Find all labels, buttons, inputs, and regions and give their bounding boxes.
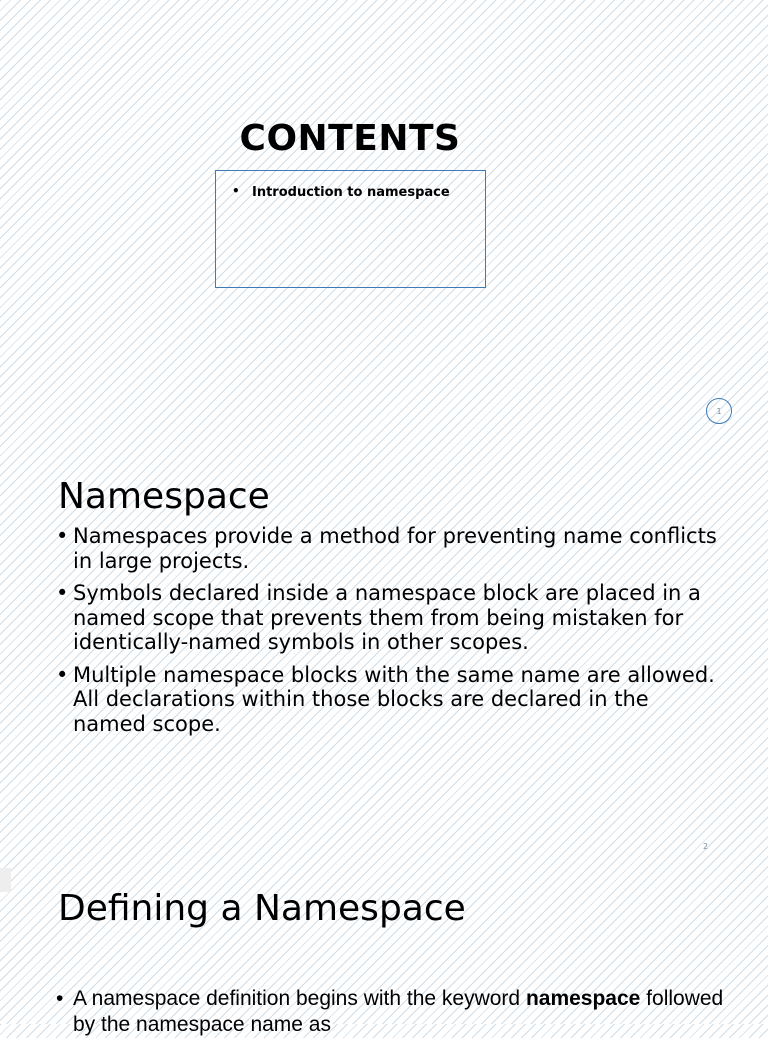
contents-list bbox=[216, 171, 485, 200]
bullet-text: Symbols declared inside a namespace block are placed in a named scope that prevents them from being mistaken for identically-named symbols in other scopes. bbox=[73, 581, 701, 654]
slide-title: Defining a Namespace bbox=[58, 888, 466, 929]
slide-title: Namespace bbox=[58, 476, 270, 517]
page-number: 2 bbox=[703, 842, 709, 851]
bullet-list bbox=[56, 986, 726, 1038]
bullet-icon: • bbox=[56, 524, 69, 548]
slide-contents bbox=[0, 0, 768, 432]
slide-namespace bbox=[0, 432, 768, 864]
bullet-text: Namespaces provide a method for preventing name conflicts in large projects. bbox=[73, 524, 717, 573]
list-item bbox=[56, 986, 726, 1038]
bullet-text-end: followed by the namespace name as bbox=[73, 987, 724, 1036]
bullet-icon: • bbox=[232, 184, 240, 198]
bullet-text-start: A namespace definition begins with the keyword bbox=[73, 987, 526, 1010]
bullet-icon: • bbox=[56, 581, 69, 605]
contents-list-box bbox=[215, 170, 486, 288]
bullet-icon: • bbox=[56, 987, 64, 1010]
side-tab bbox=[0, 868, 11, 892]
contents-item bbox=[232, 185, 485, 200]
bullet-list bbox=[56, 524, 726, 744]
keyword-namespace: namespace bbox=[525, 987, 641, 1010]
slide-defining-namespace bbox=[0, 864, 768, 1036]
bullet-icon: • bbox=[56, 662, 69, 687]
bullet-text: Multiple namespace blocks with the same name are allowed. All declarations within those blocks are declared in the named scope. bbox=[73, 662, 715, 736]
list-item bbox=[56, 581, 726, 655]
contents-title: CONTENTS bbox=[239, 118, 461, 160]
list-item bbox=[56, 524, 726, 573]
contents-item-label: Introduction to namespace bbox=[252, 185, 450, 200]
list-item bbox=[56, 663, 726, 737]
page-number-badge: 1 bbox=[706, 398, 732, 424]
